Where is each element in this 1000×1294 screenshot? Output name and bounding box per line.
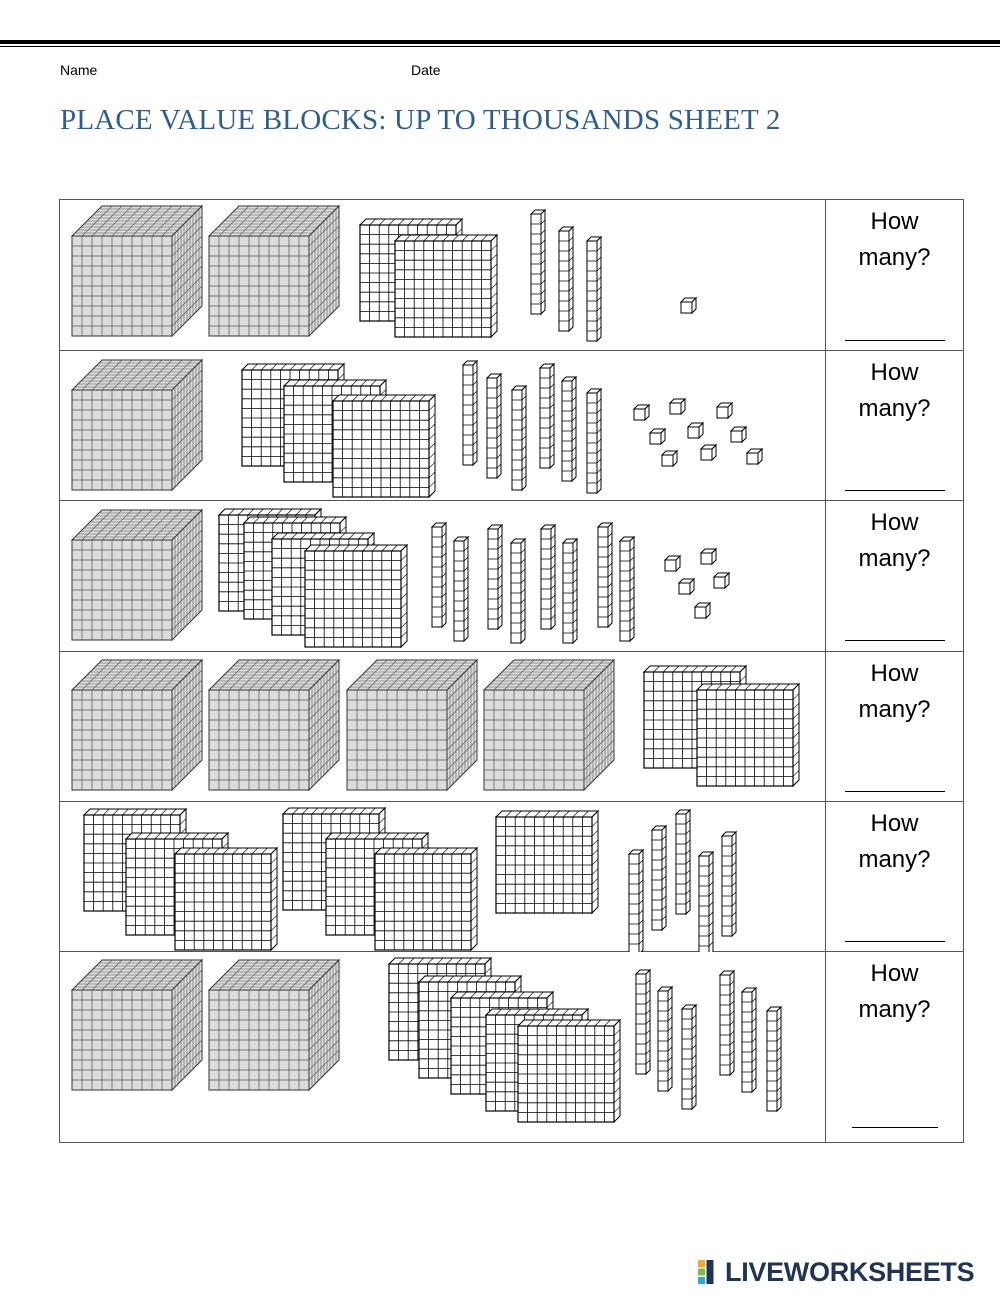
how-many-prompt: How many? [858, 509, 931, 572]
ten-rod [559, 227, 573, 331]
ten-rod [463, 361, 477, 465]
hundred-flat [518, 1020, 620, 1122]
answer-blank[interactable] [845, 340, 945, 341]
place-value-blocks [60, 952, 825, 1142]
how-many-prompt: How many? [858, 359, 931, 422]
ten-rod [652, 826, 666, 930]
place-value-blocks [60, 652, 825, 802]
name-label: Name [60, 62, 98, 78]
how-many-prompt: How many? [858, 810, 931, 873]
ten-rod [699, 852, 713, 952]
thousand-cube [72, 660, 202, 790]
ten-rod [636, 970, 650, 1074]
liveworksheets-icon [698, 1260, 722, 1284]
ten-rod [511, 539, 525, 643]
hundred-flat [175, 848, 277, 950]
ten-rod [563, 539, 577, 643]
ten-rod [720, 971, 734, 1075]
worksheet-table [59, 199, 964, 1143]
ten-rod [598, 523, 612, 627]
place-value-blocks [60, 802, 825, 952]
one-cube [679, 579, 694, 594]
blocks-cell [60, 652, 825, 801]
answer-blank[interactable] [845, 941, 945, 942]
top-rule [0, 40, 1000, 44]
question-row-4 [60, 652, 963, 802]
question-row-2 [60, 351, 963, 501]
ten-rod [587, 237, 601, 341]
blocks-cell [60, 351, 825, 500]
one-cube [650, 429, 665, 444]
ten-rod [540, 364, 554, 468]
question-row-3 [60, 501, 963, 652]
ten-rod [512, 386, 526, 490]
blocks-cell [60, 501, 825, 651]
one-cube [695, 603, 710, 618]
thousand-cube [484, 660, 614, 790]
thousand-cube [72, 960, 202, 1090]
question-row-6 [60, 952, 963, 1142]
answer-blank[interactable] [845, 490, 945, 491]
one-cube [717, 403, 732, 418]
one-cube [688, 423, 703, 438]
thousand-cube [72, 360, 202, 490]
hundred-flat [333, 395, 435, 497]
how-many-prompt: How many? [858, 660, 931, 723]
hundred-flat [496, 811, 598, 913]
hundred-flat [305, 545, 407, 647]
blocks-cell [60, 952, 825, 1142]
answer-blank[interactable] [845, 791, 945, 792]
ten-rod [587, 389, 601, 493]
one-cube [747, 449, 762, 464]
hundred-flat [375, 848, 477, 950]
answer-cell [825, 501, 963, 651]
answer-cell [825, 200, 963, 350]
thousand-cube [72, 510, 202, 640]
blocks-cell [60, 802, 825, 951]
page-title: PLACE VALUE BLOCKS: UP TO THOUSANDS SHEET 2 [60, 104, 781, 136]
ten-rod [676, 810, 690, 914]
question-row-5 [60, 802, 963, 952]
ten-rod [767, 1007, 781, 1111]
place-value-blocks [60, 351, 825, 501]
how-many-prompt: How many? [858, 960, 931, 1023]
one-cube [670, 399, 685, 414]
one-cube [714, 573, 729, 588]
thousand-cube [72, 206, 202, 336]
place-value-blocks [60, 200, 825, 351]
one-cube [701, 445, 716, 460]
brand-name: LIVEWORKSHEETS [725, 1257, 975, 1287]
answer-cell [825, 351, 963, 500]
ten-rod [620, 537, 634, 641]
one-cube [662, 451, 677, 466]
hundred-flat [395, 235, 497, 337]
answer-cell [825, 802, 963, 951]
answer-blank[interactable] [845, 640, 945, 641]
blocks-cell [60, 200, 825, 350]
ten-rod [629, 850, 643, 952]
thousand-cube [209, 960, 339, 1090]
place-value-blocks [60, 501, 825, 652]
ten-rod [682, 1005, 696, 1109]
answer-blank[interactable] [852, 1127, 938, 1128]
thousand-cube [209, 660, 339, 790]
one-cube [681, 298, 696, 313]
ten-rod [487, 374, 501, 478]
top-rule-thin [0, 46, 1000, 47]
one-cube [634, 405, 649, 420]
question-row-1 [60, 200, 963, 351]
thousand-cube [347, 660, 477, 790]
answer-cell [825, 952, 963, 1142]
one-cube [731, 427, 746, 442]
ten-rod [531, 210, 545, 314]
ten-rod [722, 832, 736, 936]
ten-rod [742, 988, 756, 1092]
ten-rod [658, 987, 672, 1091]
ten-rod [488, 525, 502, 629]
ten-rod [432, 523, 446, 627]
ten-rod [454, 537, 468, 641]
one-cube [701, 549, 716, 564]
ten-rod [562, 377, 576, 481]
answer-cell [825, 652, 963, 801]
how-many-prompt: How many? [858, 208, 931, 271]
one-cube [665, 556, 680, 571]
ten-rod [541, 525, 555, 629]
hundred-flat [697, 684, 799, 786]
thousand-cube [209, 206, 339, 336]
date-label: Date [411, 62, 441, 78]
